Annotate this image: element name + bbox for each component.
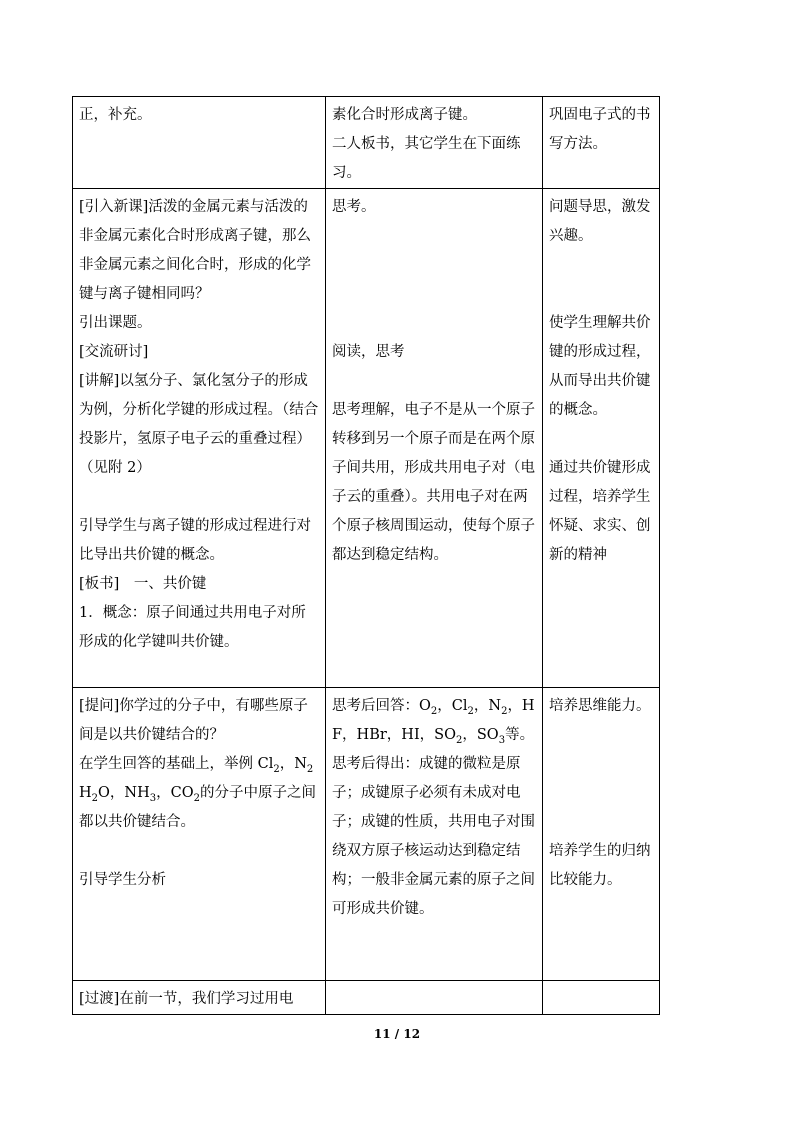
guide-text: 引导学生分析 <box>79 872 166 888</box>
topic-text: 引出课题。 <box>79 315 152 331</box>
conclusion-text: 思考后得出：成键的微粒是原子；成键原子必须有未成对电子；成键的性质，共用电子对围绕双方原子核运动达到稳定结构；一般非金属元素的原子之间可形成共价键。 <box>332 756 535 917</box>
exchange-text: [交流研讨] <box>79 344 149 360</box>
purpose-text: 使学生理解共价键的形成过程，从而导出共价键的概念。 <box>549 315 651 418</box>
read-text: 阅读，思考 <box>332 344 405 360</box>
student-activity-cell <box>326 688 543 981</box>
example-text: 在学生回答的基础上，举例 $Cl_2$，$N_2H_2O$，$NH_3$，$CO_2$的分子中原子之间都以共价键结合。 <box>79 756 316 830</box>
lesson-plan-table <box>72 96 660 1015</box>
purpose-text: 问题导思，激发兴趣。 <box>549 199 651 244</box>
text-line: 二人板书，其它学生在下面练习。 <box>332 136 521 181</box>
teacher-activity-cell <box>73 189 326 688</box>
lecture-text: [讲解]以氢分子、氯化氢分子的形成为例，分析化学键的形成过程。（结合投影片，氢原子电子云的重叠过程）（见附 2） <box>79 373 319 476</box>
question-text: [提问]你学过的分子中，有哪些原子间是以共价键结合的？ <box>79 698 308 743</box>
teacher-activity-cell <box>73 981 326 1015</box>
intro-text: [引入新课]活泼的金属元素与活泼的非金属元素化合时形成离子键，那么非金属元素之间化合时，形成的化学键与离子键相同吗？ <box>79 199 311 302</box>
teacher-activity-cell <box>73 688 326 981</box>
answer-text: 思考后回答：$O_2$，$Cl_2$，$N_2$，HF，HBr，HI，$SO_2$，$SO_3$等。 <box>332 698 535 746</box>
text-line: 巩固电子式的书写方法。 <box>549 107 651 152</box>
design-purpose-cell <box>543 981 660 1015</box>
table-row <box>73 981 660 1015</box>
student-activity-cell <box>326 981 543 1015</box>
purpose-text: 通过共价键形成过程，培养学生怀疑、求实、创新的精神 <box>549 460 651 563</box>
text-line: 正，补充。 <box>79 107 152 123</box>
table-row <box>73 189 660 688</box>
transition-text: [过渡]在前一节，我们学习过用电 <box>79 991 294 1007</box>
design-purpose-cell <box>543 688 660 981</box>
concept-text: 1．概念：原子间通过共用电子对所形成的化学键叫共价键。 <box>79 605 306 650</box>
purpose-text: 培养学生的归纳比较能力。 <box>549 843 651 888</box>
design-purpose-cell <box>543 189 660 688</box>
teacher-activity-cell <box>73 97 326 189</box>
page-number: 11 / 12 <box>373 1027 421 1041</box>
table-row <box>73 97 660 189</box>
design-purpose-cell <box>543 97 660 189</box>
student-activity-cell <box>326 189 543 688</box>
think-text: 思考。 <box>332 199 376 215</box>
student-activity-cell <box>326 97 543 189</box>
understand-text: 思考理解，电子不是从一个原子转移到另一个原子而是在两个原子间共用，形成共用电子对（电子云的重叠）。共用电子对在两个原子核周围运动，使每个原子都达到稳定结构。 <box>332 402 535 563</box>
board-text: [板书] 一、共价键 <box>79 576 207 592</box>
purpose-text: 培养思维能力。 <box>549 698 651 714</box>
compare-text: 引导学生与离子键的形成过程进行对比导出共价键的概念。 <box>79 518 311 563</box>
text-line: 素化合时形成离子键。 <box>332 107 477 123</box>
table-row <box>73 688 660 981</box>
